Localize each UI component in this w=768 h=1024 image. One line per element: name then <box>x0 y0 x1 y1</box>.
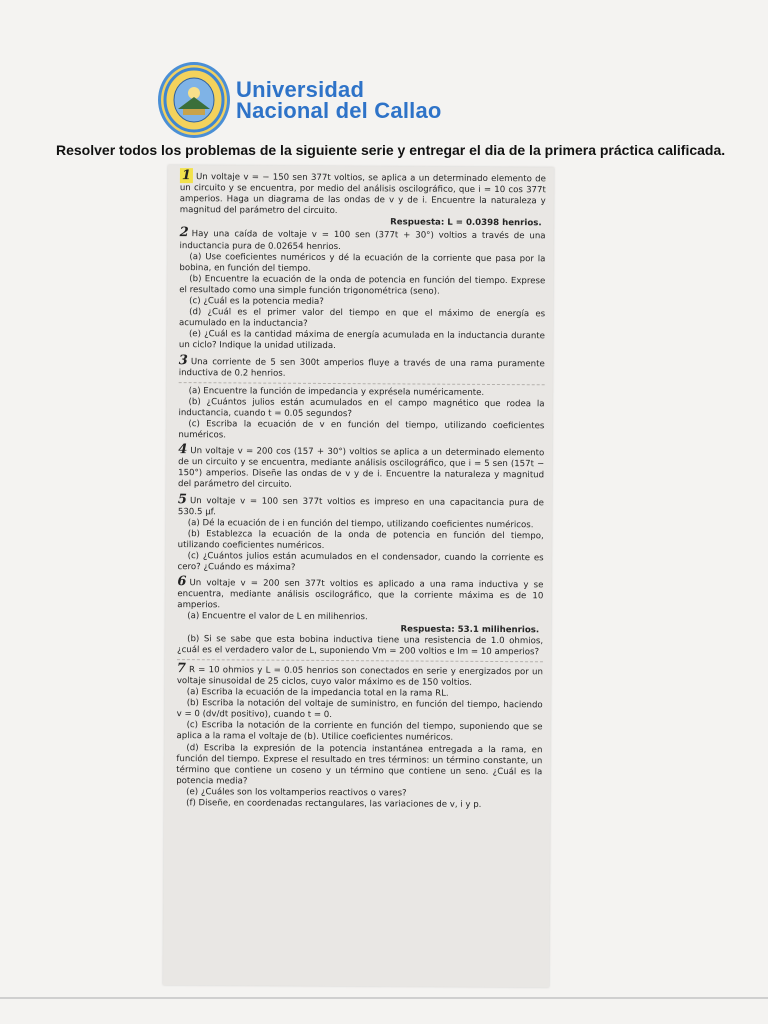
answer-text: Respuesta: 53.1 milihenrios. <box>400 623 540 635</box>
problem-5 <box>177 491 544 576</box>
university-header <box>158 62 442 138</box>
problem-subpart: (c) Escriba la notación de la corriente en función del tiempo, suponiendo que se aplica a la rama el voltaje de (b). Utilice coeficientes numéricos. <box>176 720 543 744</box>
problem-sheet <box>163 165 554 987</box>
problem-subpart: (b) Encuentre la ecuación de la onda de potencia en función del tiempo. Exprese el resultado como una simple función trigonométrica (seno). <box>179 273 546 297</box>
page-bottom-line <box>0 997 768 999</box>
problem-number: 1 <box>181 168 192 184</box>
problem-number: 4 <box>178 442 188 458</box>
problem-text: Un voltaje v = 100 sen 377t voltios es impreso en una capacitancia pura de 530.5 μf. <box>177 495 544 517</box>
paper-tear-divider <box>177 659 543 662</box>
paper-tear-divider <box>179 382 545 385</box>
problem-subpart: (d) ¿Cuál es el primer valor del tiempo en que el máximo de energía es acumulado en la inductancia? <box>179 307 546 330</box>
problem-1 <box>180 170 546 230</box>
problem-subpart: (a) Use coeficientes numéricos y dé la ecuación de la corriente que pasa por la bobina, en función del tiempo. <box>179 251 546 274</box>
problem-subpart: (b) Establezca la ecuación de la onda de potencia en función del tiempo, utilizando coeficientes numéricos. <box>177 528 544 551</box>
university-seal-icon <box>158 62 230 138</box>
problem-3 <box>178 352 545 444</box>
problem-subpart: (a) Encuentre el valor de L en milihenrios. <box>187 611 368 623</box>
problem-text: R = 10 ohmios y L = 0.05 henrios son conectados en serie y energizados por un voltaje sinusoidal de 25 ciclos, cuyo valor máximo es de 150 voltios. <box>176 664 543 688</box>
problem-subpart: (f) Diseñe, en coordenadas rectangulares, las variaciones de v, i y p. <box>186 798 482 810</box>
problem-subpart: (d) Escriba la expresión de la potencia instantánea entregada a la rama, en función del tiempo. Exprese el resultado en tres términos: un término constante, un término que contiene un coseno y un término que contiene un seno. ¿Cuál es la potencia media? <box>176 742 543 787</box>
problem-subpart: (e) ¿Cuáles son los voltamperios reactivos o vares? <box>186 786 407 799</box>
problem-subpart: (b) Escriba la notación del voltaje de suministro, en función del tiempo, haciendo v = 0 (dv/dt positivo), cuando t = 0. <box>176 698 543 721</box>
problem-text: Un voltaje v = − 150 sen 377t voltios, se aplica a un determinado elemento de un circuito y se encuentra, por medio del análisis oscilográfico, que i = 10 cos 377t amperios. Haga un diagrama de las ondas de v y de i. Encuentre la naturaleza y magnitud del parámetro del circuito. <box>179 172 546 217</box>
problem-number: 3 <box>178 352 188 368</box>
problem-subpart: (c) ¿Cuál es la potencia media? <box>189 296 324 307</box>
problem-text: Una corriente de 5 sen 300t amperios fluye a través de una rama puramente inductiva de 0.2 henrios. <box>178 356 545 379</box>
problem-subpart: (a) Escriba la ecuación de la impedancia total en la rama RL. <box>186 687 449 699</box>
university-name-line1: Universidad <box>236 77 365 102</box>
problem-subpart: (e) ¿Cuál es la cantidad máxima de energía acumulada en la inductancia durante un ciclo? Indique la unidad utilizada. <box>178 329 545 352</box>
problem-number: 7 <box>176 660 187 676</box>
problem-4 <box>178 444 544 493</box>
problem-2 <box>178 225 546 354</box>
problem-7 <box>176 660 543 811</box>
problem-text: Un voltaje v = 200 cos (157 + 30°) voltios se aplica a un determinado elemento de un circuito y se encuentra, mediante análisis oscilográfico, que i = 5 sen (157t − 150°) amperios. Diseñe las ondas de v y de i. Encuentre la naturaleza y magnitud del parámetro del circuito. <box>178 446 545 491</box>
problem-number: 2 <box>179 225 189 241</box>
problem-subpart: (c) Escriba la ecuación de v en función del tiempo, utilizando coeficientes numéricos. <box>178 419 545 441</box>
problem-number: 5 <box>177 491 188 507</box>
problem-subpart: (c) ¿Cuántos julios están acumulados en el condensador, cuando la corriente es cero? ¿Cuándo es máxima? <box>177 551 544 573</box>
problem-subpart: (a) Encuentre la función de impedancia y exprésela numéricamente. <box>188 385 485 398</box>
instruction-text: Resolver todos los problemas de la siguiente serie y entregar el dia de la primera práctica calificada. <box>56 142 726 158</box>
problem-subpart: (b) ¿Cuántos julios están acumulados en el campo magnético que rodea la inductancia, cuando t = 0.05 segundos? <box>178 396 545 420</box>
problem-text: Un voltaje v = 200 sen 377t voltios es aplicado a una rama inductiva y se encuentra, mediante análisis oscilográfico, que la corriente máxima es de 10 amperios. <box>177 578 544 611</box>
problem-number: 6 <box>177 574 187 590</box>
university-name <box>236 79 442 121</box>
problem-list <box>164 165 554 811</box>
answer-text: Respuesta: L = 0.0398 henrios. <box>390 217 542 229</box>
problem-subpart: (b) Si se sabe que esta bobina inductiva tiene una resistencia de 1.0 ohmios, ¿cuál es el verdadero valor de L, suponiendo Vm = 200 voltios e Im = 10 amperios? <box>177 633 544 658</box>
university-name-line2: Nacional del Callao <box>236 98 442 123</box>
problem-6 <box>177 576 543 658</box>
problem-text: Hay una caída de voltaje v = 100 sen (377t + 30°) voltios a través de una inductancia pura de 0.02654 henrios. <box>179 229 546 252</box>
problem-subpart: (a) Dé la ecuación de i en función del tiempo, utilizando coeficientes numéricos. <box>187 517 534 530</box>
